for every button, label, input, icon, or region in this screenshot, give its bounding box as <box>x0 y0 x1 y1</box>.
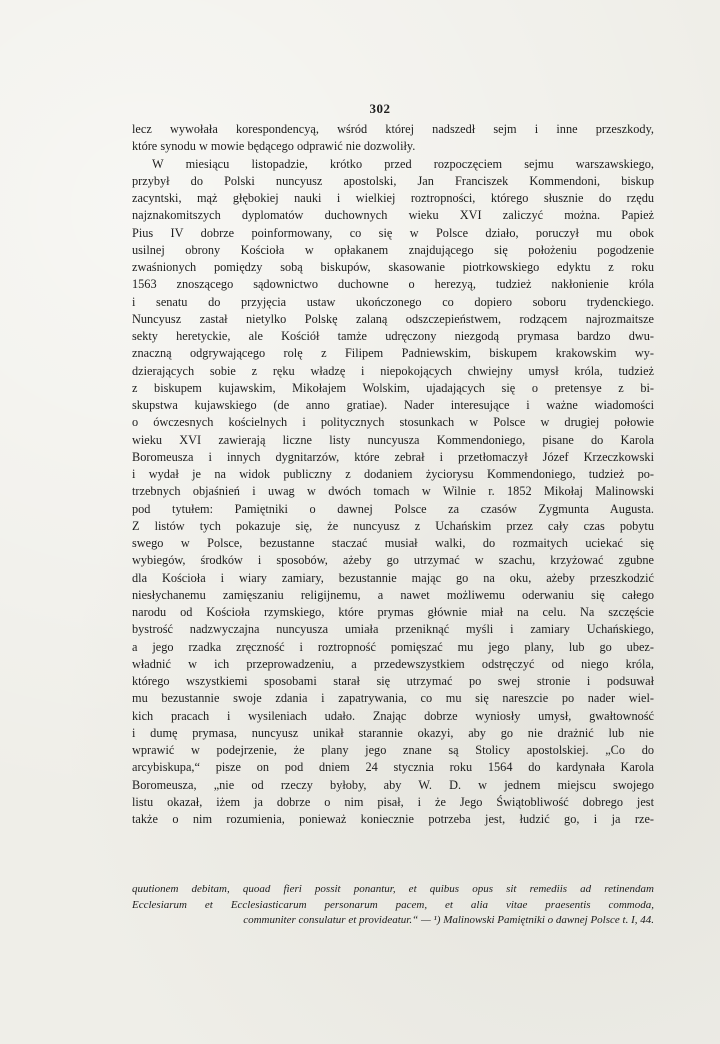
text-line: usilnej obrony Kościoła w opłakanem znajdującego się położeniu pogodzenie <box>132 242 654 257</box>
text-line: znaczną odgrywającego rolę z Filipem Padniewskim, biskupem krakowskim wy- <box>132 346 654 361</box>
text-line: i dumę prymasa, nuncyusz unikał starannie okazyi, aby go nie drażnić lub nie <box>132 725 654 740</box>
text-line: Z listów tych pokazuje się, że nuncyusz z Uchańskim przez cały czas pobytu <box>132 518 654 533</box>
text-line: Boromeusza i innych dygnitarzów, które zebrał i przetłomaczył Józef Krzeczkowski <box>132 449 654 464</box>
text-line: i wydał je na widok publiczny z dodaniem życiorysu Kommendoniego, tudzież po- <box>132 467 654 481</box>
text-line: najznakomitszych dyplomatów duchownych wieku XVI zaliczyć można. Papież <box>132 208 654 223</box>
text-line: sekty heretyckie, ale Kościół tamże udręczony niezgodą prymasa bardzo dwu- <box>132 329 654 343</box>
text-line: pod tytułem: Pamiętniki o dawnej Polsce za czasów Zygmunta Augusta. <box>132 501 654 516</box>
text-line: lecz wywołała korespondencyą, wśród której nadszedł sejm i inne przeszkody, <box>132 122 654 136</box>
text-line: dzierających sobie z ręku władzę i niepokojących chwiejny umysł króla, tudzież <box>132 363 654 378</box>
text-line: dla Kościoła i wiary zamiary, bezustannie mając go na oku, ażeby przeszkodzić <box>132 570 654 585</box>
text-line: władnić w ich przeprowadzeniu, a przedewszystkiem odstręczyć od niego króla, <box>132 656 654 671</box>
text-line: niesłychanemu zamięszaniu religijnemu, a nawet możliwemu oderwaniu się całego <box>132 587 654 602</box>
text-line: swego w Polsce, bezustanne staczać musiał walki, do rozmaitych uciekać się <box>132 536 654 550</box>
text-line: a jego rzadka zręczność i roztropność pomięszać mu jego plany, lub go ubez- <box>132 639 654 654</box>
text-line: bystrość nadzwyczajna nuncyusza umiała przeniknąć myśli i zamiary Uchańskiego, <box>132 622 654 637</box>
text-line: arcybiskupa,“ pisze on pod dniem 24 stycznia roku 1564 do kardynała Karola <box>132 760 654 775</box>
text-line: skupstwa kujawskiego (de anno gratiae). Nader interesujące i ważne wiadomości <box>132 398 654 412</box>
text-line: także o nim rozumienia, ponieważ koniecznie potrzeba jest, łudzić go, i ja rze- <box>132 812 654 826</box>
text-line: 1563 znoszącego sądownictwo duchowne o herezyą, tudzież nakłonienie króla <box>132 277 654 292</box>
text-line: którego wszystkiemi sposobami starał się utrzymać po swej stronie i podsuwał <box>132 674 654 688</box>
footnote-line: Ecclesiarum et Ecclesiasticarum personarum pacem, et alia vitae praesentis commoda, <box>132 898 654 911</box>
page-number: 302 <box>369 101 391 116</box>
text-line: z biskupem kujawskim, Mikołajem Wolskim, ujadających się o pretensye z bi- <box>132 380 654 395</box>
body-text <box>132 121 654 828</box>
footnote-line: quutionem debitam, quoad fieri possit ponantur, et quibus opus sit remediis ad retinendam <box>132 883 654 895</box>
text-line: zacyntski, mąż głębokiej nauki i wielkiej roztropności, którego słusznie do rzędu <box>132 191 654 205</box>
text-line: kich pracach i wysileniach udało. Znając dobrze wyniosły umysł, gwałtowność <box>132 708 654 723</box>
text-line: trzebnych objaśnień i uwag w dwóch tomach w Wilnie r. 1852 Mikołaj Malinowski <box>132 484 654 499</box>
text-line: zwaśnionych pomiędzy sobą biskupów, skasowanie piotrkowskiego edyktu z roku <box>132 260 654 274</box>
text-line: które synodu w mowie będącego odprawić nie dozwoliły. <box>132 139 416 154</box>
text-line: wybiegów, środków i sposobów, ażeby go utrzymać w szachu, krzyżować zgubne <box>132 553 654 568</box>
footnote-line: communiter consulatur et provideatur.“ — ¹) Malinowski Pamiętniki o dawnej Polsce t. I, 44. <box>243 914 654 926</box>
text-line: narodu od Kościoła rzymskiego, które prymas głównie miał na celu. Na szczęście <box>132 605 654 619</box>
text-line: Pius IV dobrze poinformowany, co się w Polsce działo, poruczył mu obok <box>132 225 654 240</box>
text-line: o ówczesnych kościelnych i politycznych stosunkach w Polsce w drugiej połowie <box>132 415 654 430</box>
text-line: i senatu do przyjęcia ustaw ukończonego co dopiero soboru trydenckiego. <box>132 294 654 309</box>
text-line: wprawić w podejrzenie, że plany jego znane są Stolicy apostolskiej. „Co do <box>132 743 654 757</box>
text-line: Boromeusza, „nie od rzeczy byłoby, aby W. D. w jednem miejscu swojego <box>132 777 654 792</box>
text-line: mu bezustannie swoje zdania i zapatrywania, co mu się nareszcie po nader wiel- <box>132 691 654 706</box>
text-line: Nuncyusz zastał nietylko Polskę zalaną odszczepieństwem, rodzącem najrozmaitsze <box>132 311 654 326</box>
text-line: przybył do Polski nuncyusz apostolski, Jan Franciszek Kommendoni, biskup <box>132 173 654 188</box>
text-line: W miesiącu listopadzie, krótko przed rozpoczęciem sejmu warszawskiego, <box>152 156 654 171</box>
footnotes <box>132 882 654 929</box>
text-line: wieku XVI zawierają liczne listy nuncyusza Kommendoniego, pisane do Karola <box>132 432 654 447</box>
text-line: listu okazał, iżem ja dobrze o nim pisał, i że Jego Świątobliwość dobrego jest <box>132 794 654 809</box>
